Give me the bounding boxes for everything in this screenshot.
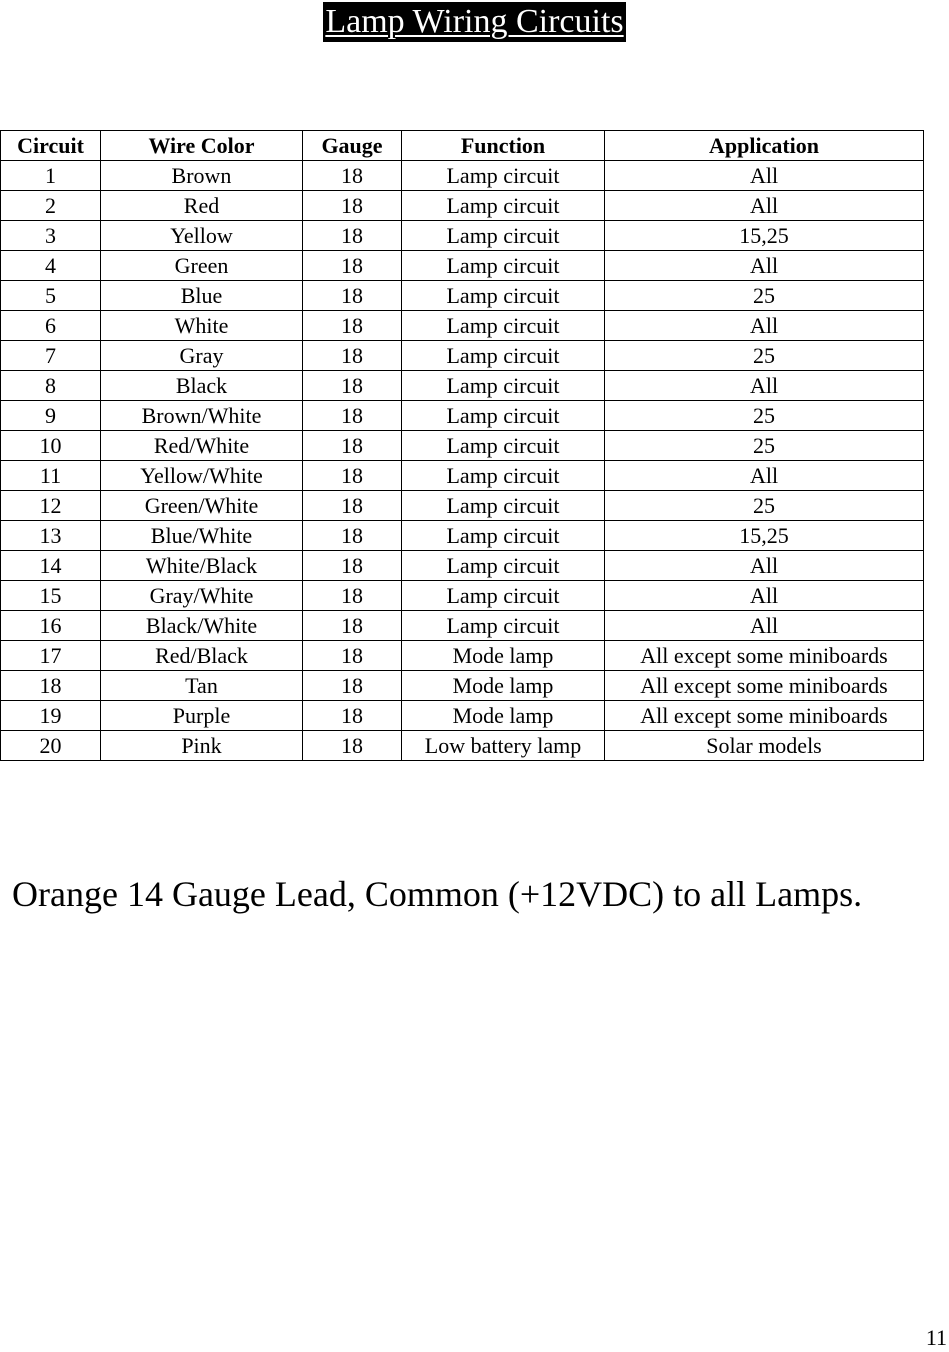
table-row	[1, 161, 924, 191]
table-row	[1, 461, 924, 491]
cell-function: Lamp circuit	[402, 191, 605, 221]
cell-wire-color: Pink	[101, 731, 303, 761]
header-wire-color: Wire Color	[101, 131, 303, 161]
cell-function: Lamp circuit	[402, 521, 605, 551]
cell-function: Lamp circuit	[402, 431, 605, 461]
cell-application: All	[605, 461, 924, 491]
cell-circuit: 13	[1, 521, 101, 551]
cell-wire-color: White	[101, 311, 303, 341]
cell-circuit: 4	[1, 251, 101, 281]
cell-wire-color: Green/White	[101, 491, 303, 521]
cell-circuit: 8	[1, 371, 101, 401]
cell-function: Lamp circuit	[402, 281, 605, 311]
cell-wire-color: Tan	[101, 671, 303, 701]
table-row	[1, 671, 924, 701]
cell-gauge: 18	[303, 701, 402, 731]
cell-circuit: 6	[1, 311, 101, 341]
wiring-table	[0, 130, 924, 761]
header-gauge: Gauge	[303, 131, 402, 161]
cell-function: Low battery lamp	[402, 731, 605, 761]
cell-gauge: 18	[303, 251, 402, 281]
cell-circuit: 9	[1, 401, 101, 431]
cell-circuit: 14	[1, 551, 101, 581]
cell-gauge: 18	[303, 221, 402, 251]
cell-gauge: 18	[303, 311, 402, 341]
table-row	[1, 371, 924, 401]
table-row	[1, 581, 924, 611]
cell-gauge: 18	[303, 431, 402, 461]
cell-wire-color: Gray/White	[101, 581, 303, 611]
cell-gauge: 18	[303, 491, 402, 521]
cell-function: Lamp circuit	[402, 311, 605, 341]
table-row	[1, 491, 924, 521]
cell-circuit: 5	[1, 281, 101, 311]
cell-function: Mode lamp	[402, 671, 605, 701]
cell-application: All	[605, 551, 924, 581]
cell-circuit: 3	[1, 221, 101, 251]
cell-circuit: 12	[1, 491, 101, 521]
table-row	[1, 641, 924, 671]
cell-circuit: 2	[1, 191, 101, 221]
cell-application: 15,25	[605, 521, 924, 551]
table-row	[1, 251, 924, 281]
cell-circuit: 11	[1, 461, 101, 491]
cell-circuit: 7	[1, 341, 101, 371]
cell-wire-color: Red/Black	[101, 641, 303, 671]
cell-circuit: 20	[1, 731, 101, 761]
header-function: Function	[402, 131, 605, 161]
cell-wire-color: Blue/White	[101, 521, 303, 551]
cell-wire-color: Purple	[101, 701, 303, 731]
cell-application: All	[605, 161, 924, 191]
cell-application: All	[605, 581, 924, 611]
cell-function: Lamp circuit	[402, 251, 605, 281]
cell-gauge: 18	[303, 551, 402, 581]
table-row	[1, 611, 924, 641]
cell-circuit: 19	[1, 701, 101, 731]
cell-function: Lamp circuit	[402, 341, 605, 371]
cell-function: Lamp circuit	[402, 371, 605, 401]
cell-function: Lamp circuit	[402, 581, 605, 611]
cell-application: All except some miniboards	[605, 701, 924, 731]
cell-wire-color: Red/White	[101, 431, 303, 461]
cell-gauge: 18	[303, 401, 402, 431]
page-number: 11	[925, 1325, 947, 1350]
cell-gauge: 18	[303, 161, 402, 191]
cell-gauge: 18	[303, 581, 402, 611]
cell-wire-color: Black	[101, 371, 303, 401]
cell-circuit: 15	[1, 581, 101, 611]
cell-application: 25	[605, 281, 924, 311]
cell-wire-color: Blue	[101, 281, 303, 311]
table-row	[1, 401, 924, 431]
cell-wire-color: Green	[101, 251, 303, 281]
cell-wire-color: Brown/White	[101, 401, 303, 431]
header-application: Application	[605, 131, 924, 161]
cell-function: Mode lamp	[402, 701, 605, 731]
cell-application: 25	[605, 431, 924, 461]
cell-application: All	[605, 371, 924, 401]
cell-function: Lamp circuit	[402, 401, 605, 431]
cell-function: Lamp circuit	[402, 461, 605, 491]
cell-gauge: 18	[303, 461, 402, 491]
cell-wire-color: Yellow	[101, 221, 303, 251]
cell-application: 25	[605, 401, 924, 431]
cell-application: All	[605, 611, 924, 641]
cell-function: Lamp circuit	[402, 161, 605, 191]
cell-function: Lamp circuit	[402, 491, 605, 521]
cell-gauge: 18	[303, 281, 402, 311]
cell-application: 15,25	[605, 221, 924, 251]
page-title: Lamp Wiring Circuits	[325, 3, 624, 40]
table-header-row	[1, 131, 924, 161]
table-row	[1, 521, 924, 551]
cell-wire-color: Gray	[101, 341, 303, 371]
cell-gauge: 18	[303, 341, 402, 371]
title-container	[0, 0, 949, 42]
table-row	[1, 221, 924, 251]
table-row	[1, 191, 924, 221]
cell-circuit: 16	[1, 611, 101, 641]
header-circuit: Circuit	[1, 131, 101, 161]
cell-circuit: 18	[1, 671, 101, 701]
table-row	[1, 431, 924, 461]
cell-circuit: 17	[1, 641, 101, 671]
cell-gauge: 18	[303, 641, 402, 671]
cell-application: All	[605, 251, 924, 281]
cell-wire-color: Brown	[101, 161, 303, 191]
cell-application: All	[605, 191, 924, 221]
common-lead-note: Orange 14 Gauge Lead, Common (+12VDC) to all Lamps.	[12, 874, 863, 914]
cell-wire-color: Red	[101, 191, 303, 221]
table-row	[1, 341, 924, 371]
table-row	[1, 281, 924, 311]
cell-gauge: 18	[303, 371, 402, 401]
table-row	[1, 701, 924, 731]
cell-gauge: 18	[303, 191, 402, 221]
cell-application: Solar models	[605, 731, 924, 761]
cell-gauge: 18	[303, 731, 402, 761]
cell-circuit: 1	[1, 161, 101, 191]
table-row	[1, 731, 924, 761]
cell-wire-color: Yellow/White	[101, 461, 303, 491]
cell-function: Lamp circuit	[402, 611, 605, 641]
cell-circuit: 10	[1, 431, 101, 461]
cell-application: 25	[605, 491, 924, 521]
cell-application: 25	[605, 341, 924, 371]
table-row	[1, 551, 924, 581]
table-body	[1, 161, 924, 761]
cell-application: All except some miniboards	[605, 641, 924, 671]
cell-wire-color: White/Black	[101, 551, 303, 581]
cell-gauge: 18	[303, 521, 402, 551]
cell-function: Lamp circuit	[402, 551, 605, 581]
cell-application: All	[605, 311, 924, 341]
cell-application: All except some miniboards	[605, 671, 924, 701]
cell-function: Mode lamp	[402, 641, 605, 671]
cell-wire-color: Black/White	[101, 611, 303, 641]
table-row	[1, 311, 924, 341]
cell-gauge: 18	[303, 611, 402, 641]
cell-gauge: 18	[303, 671, 402, 701]
cell-function: Lamp circuit	[402, 221, 605, 251]
